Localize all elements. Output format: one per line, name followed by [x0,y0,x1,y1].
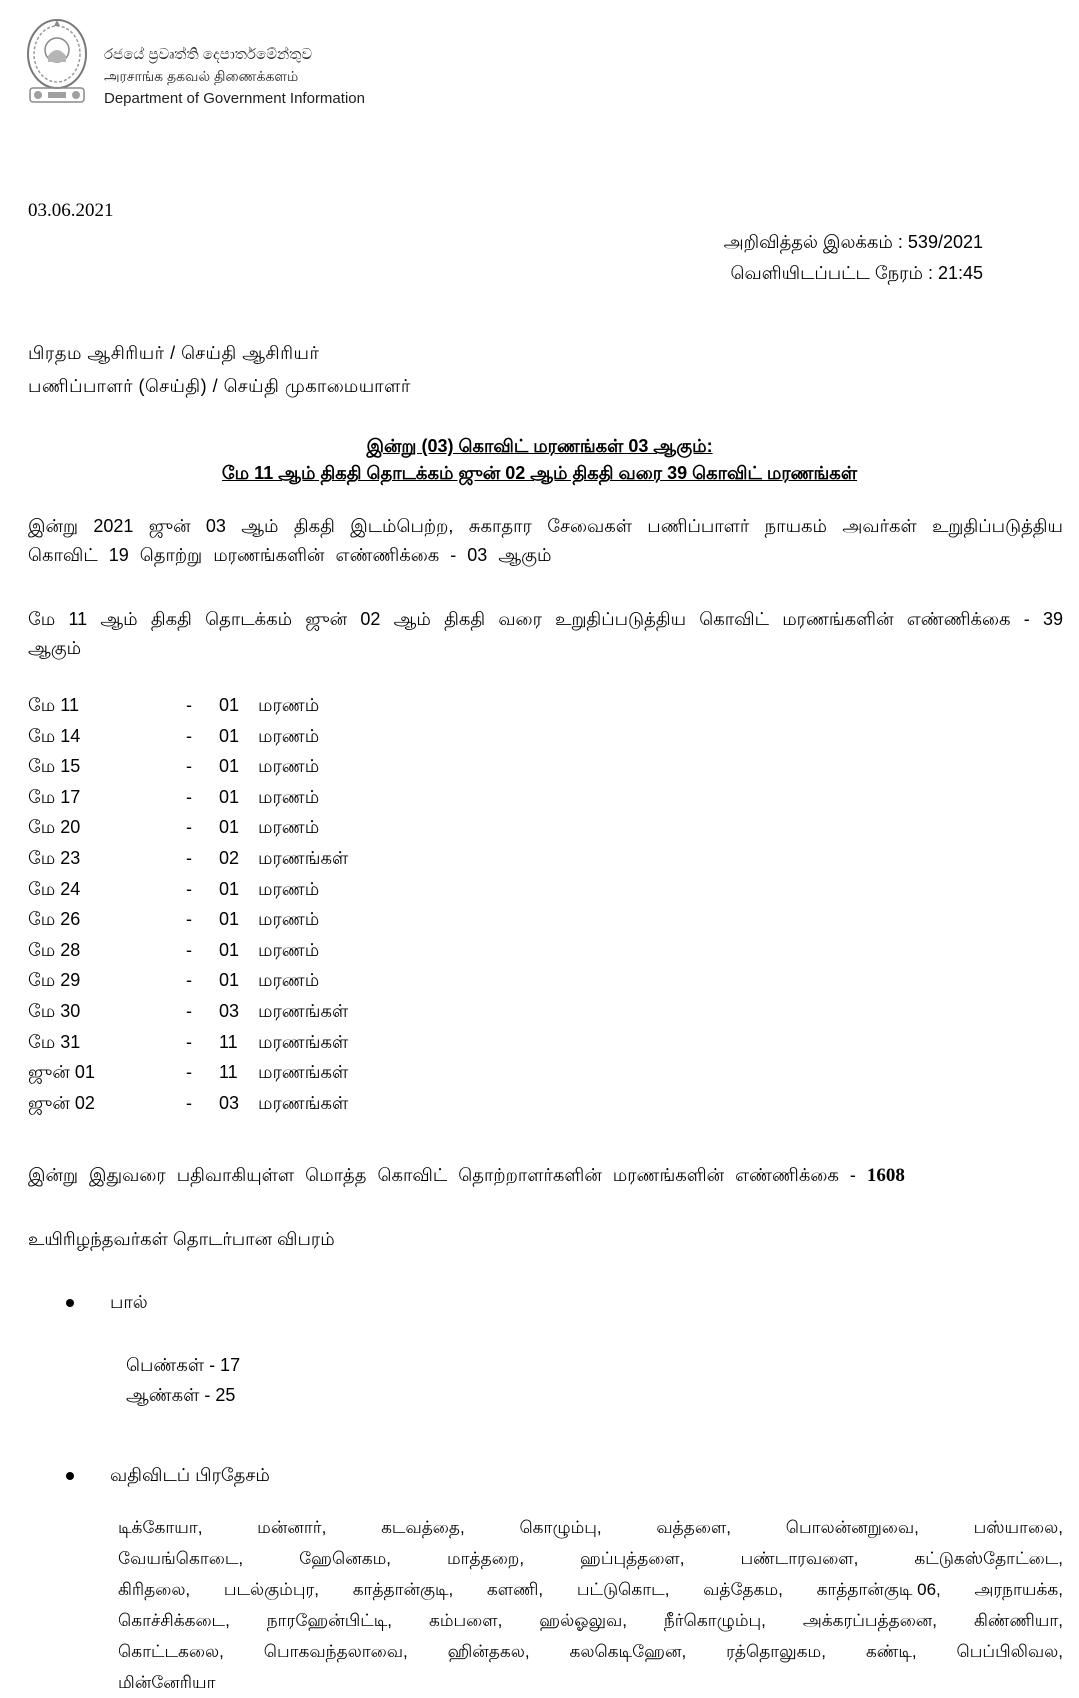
death-count: 11 [219,1031,238,1052]
death-count: 01 [219,725,240,746]
death-count: 03 [219,1092,240,1113]
death-label: மரணங்கள் [258,1092,349,1113]
death-date: மே 17 [28,786,81,807]
death-label: மரணம் [258,725,320,746]
area-name: மன்னார், [257,1518,327,1537]
area-name: கம்பளை, [428,1611,503,1630]
death-label: மரணம் [258,970,320,991]
death-count: 01 [219,695,240,715]
area-heading-label: வதிவிடப் பிரதேசம் [110,1465,270,1485]
death-label: மரணம் [258,817,320,838]
area-name: மாத்தறை, [446,1549,525,1568]
death-date: மே 23 [28,847,81,868]
area-name: பஸ்யாலை, [973,1518,1063,1537]
death-date: மே 24 [28,878,81,899]
death-label: மரணம் [258,939,320,960]
death-label: மரணம் [258,695,320,715]
paragraph-period-deaths: மே 11 ஆம் திகதி தொடக்கம் ஜுன் 02 ஆம் திகதி வரை உறுதிப்படுத்திய கொவிட் மரணங்களின் எண்ணிக்கை - 39 ஆகும் [28,609,1063,658]
area-name: நீர்கொழும்பு, [663,1611,766,1630]
bullet-icon [66,1299,74,1307]
sex-section-heading [66,1292,148,1315]
area-line [118,1512,1063,1543]
area-name: பொலன்னறுவை, [785,1518,919,1537]
death-label: மரணங்கள் [258,1062,349,1083]
death-label: மரணங்கள் [258,847,349,868]
female-count: பெண்கள் - 17 [126,1355,241,1375]
death-dash: - [186,847,192,868]
area-name: காத்தான்குடி, [352,1580,454,1599]
details-heading: உயிரிழந்தவர்கள் தொடர்பான விபரம் [28,1229,335,1249]
area-line [118,1543,1063,1574]
area-name: பொகவந்தலாவை, [263,1642,408,1661]
death-date: மே 11 [28,695,79,715]
area-name: நாரஹேன்பிட்டி, [266,1611,393,1630]
headline-line-1: இன்று (03) கொவிட் மரணங்கள் 03 ஆகும்: [366,436,713,456]
area-name: மின்னேரியா [118,1673,216,1692]
area-name: கடவத்தை, [381,1518,465,1537]
area-line [118,1574,1063,1605]
death-dash: - [186,1062,192,1083]
death-label: மரணங்கள் [258,1031,349,1052]
release-time: வெளியிடப்பட்ட நேரம் : 21:45 [730,263,983,283]
area-line [118,1636,1063,1667]
area-line [118,1667,1063,1698]
death-label: மரணம் [258,756,320,777]
residence-areas-list [118,1512,1063,1698]
area-name: ஹின்தகல, [447,1642,530,1661]
bullet-icon [66,1472,74,1480]
area-name: கலகெடிஹேன, [569,1642,687,1661]
death-count: 03 [219,1000,240,1021]
area-line [118,1605,1063,1636]
addressee-line-2: பணிப்பாளர் (செய்தி) / செய்தி முகாமையாளர் [28,376,411,396]
death-date: மே 14 [28,725,81,746]
department-name-english: Department of Government Information [104,90,365,107]
area-name: வத்தளை, [656,1518,731,1537]
death-count: 01 [219,939,240,960]
male-count: ஆண்கள் - 25 [126,1385,236,1405]
death-dash: - [186,970,192,991]
death-date: மே 31 [28,1031,81,1052]
death-dash: - [186,909,192,930]
death-count: 01 [219,970,240,991]
area-name: கொட்டகலை, [118,1642,224,1661]
sex-heading-label: பால் [110,1292,148,1312]
death-dash: - [186,878,192,899]
death-date: மே 29 [28,970,81,991]
death-dash: - [186,1000,192,1021]
area-name: டிக்கோயா, [118,1518,203,1537]
area-name: களணி, [486,1580,544,1599]
paragraph-today-deaths: இன்று 2021 ஜுன் 03 ஆம் திகதி இடம்பெற்ற, சுகாதார சேவைகள் பணிப்பாளர் நாயகம் அவர்கள் உறுதிப்படுத்திய கொவிட் 19 தொற்று மரணங்களின் எண்ணிக்கை - 03 ஆகும் [28,516,1063,565]
area-name: ஹேனெகம, [299,1549,392,1568]
death-dash: - [186,817,192,838]
area-name: கட்டுகஸ்தோட்டை, [914,1549,1063,1568]
area-name: ஹல்ஓலுவ, [539,1611,627,1630]
area-name: பட்டுகொட, [576,1580,670,1599]
release-date: 03.06.2021 [28,200,114,221]
area-name: அக்கரப்பத்தனை, [802,1611,937,1630]
addressee-line-1: பிரதம ஆசிரியர் / செய்தி ஆசிரியர் [28,343,320,363]
death-count: 01 [219,786,240,807]
death-date: ஜுன் 02 [28,1092,95,1113]
department-name-sinhala: රජයේ ප්‍රවෘත්ති දෙපාර්තමේන්තුව [104,46,313,63]
notice-number: அறிவித்தல் இலக்கம் : 539/2021 [723,232,983,252]
death-label: மரணம் [258,878,320,899]
death-dash: - [186,695,192,715]
area-section-heading [66,1465,270,1488]
death-count: 11 [219,1062,238,1083]
area-name: பண்டாரவளை, [740,1549,859,1568]
area-name: காத்தான்குடி 06, [816,1580,941,1599]
death-label: மரணம் [258,786,320,807]
area-name: பெப்பிலிவல, [956,1642,1063,1661]
total-deaths-text: இன்று இதுவரை பதிவாகியுள்ள மொத்த கொவிட் தொற்றாளர்களின் மரணங்களின் எண்ணிக்கை - [28,1165,856,1185]
death-dash: - [186,1092,192,1113]
death-date: மே 28 [28,939,81,960]
area-name: வத்தேகம, [703,1580,783,1599]
area-name: ஹப்புத்தளை, [580,1549,685,1568]
sri-lanka-emblem-icon [24,14,90,108]
total-deaths-value: 1608 [866,1165,905,1186]
death-date: மே 20 [28,817,81,838]
death-date: ஜுன் 01 [28,1062,95,1083]
death-label: மரணம் [258,909,320,930]
area-name: கண்டி, [865,1642,917,1661]
death-dash: - [186,756,192,777]
death-date: மே 30 [28,1000,81,1021]
area-name: வேயங்கொடை, [118,1549,244,1568]
area-name: அரநாயக்க, [974,1580,1063,1599]
area-name: ரத்தொலுகம, [726,1642,826,1661]
total-deaths-line [28,1165,905,1188]
area-name: கொழும்பு, [519,1518,602,1537]
area-name: கிண்ணியா, [973,1611,1063,1630]
death-dash: - [186,1031,192,1052]
area-name: படல்கும்புர, [223,1580,319,1599]
area-name: கொச்சிக்கடை, [118,1611,230,1630]
department-name-tamil: அரசாங்க தகவல் திணைக்களம் [104,68,299,84]
death-dash: - [186,725,192,746]
area-name: கிரிதலை, [118,1580,191,1599]
death-dash: - [186,939,192,960]
death-count: 01 [219,878,240,899]
death-count: 02 [219,847,240,868]
death-dash: - [186,786,192,807]
death-count: 01 [219,817,240,838]
death-count: 01 [219,909,240,930]
death-label: மரணங்கள் [258,1000,349,1021]
death-date: மே 15 [28,756,81,777]
death-date: மே 26 [28,909,81,930]
death-count: 01 [219,756,240,777]
headline-line-2: மே 11 ஆம் திகதி தொடக்கம் ஜுன் 02 ஆம் திகதி வரை 39 கொவிட் மரணங்கள் [221,463,858,483]
